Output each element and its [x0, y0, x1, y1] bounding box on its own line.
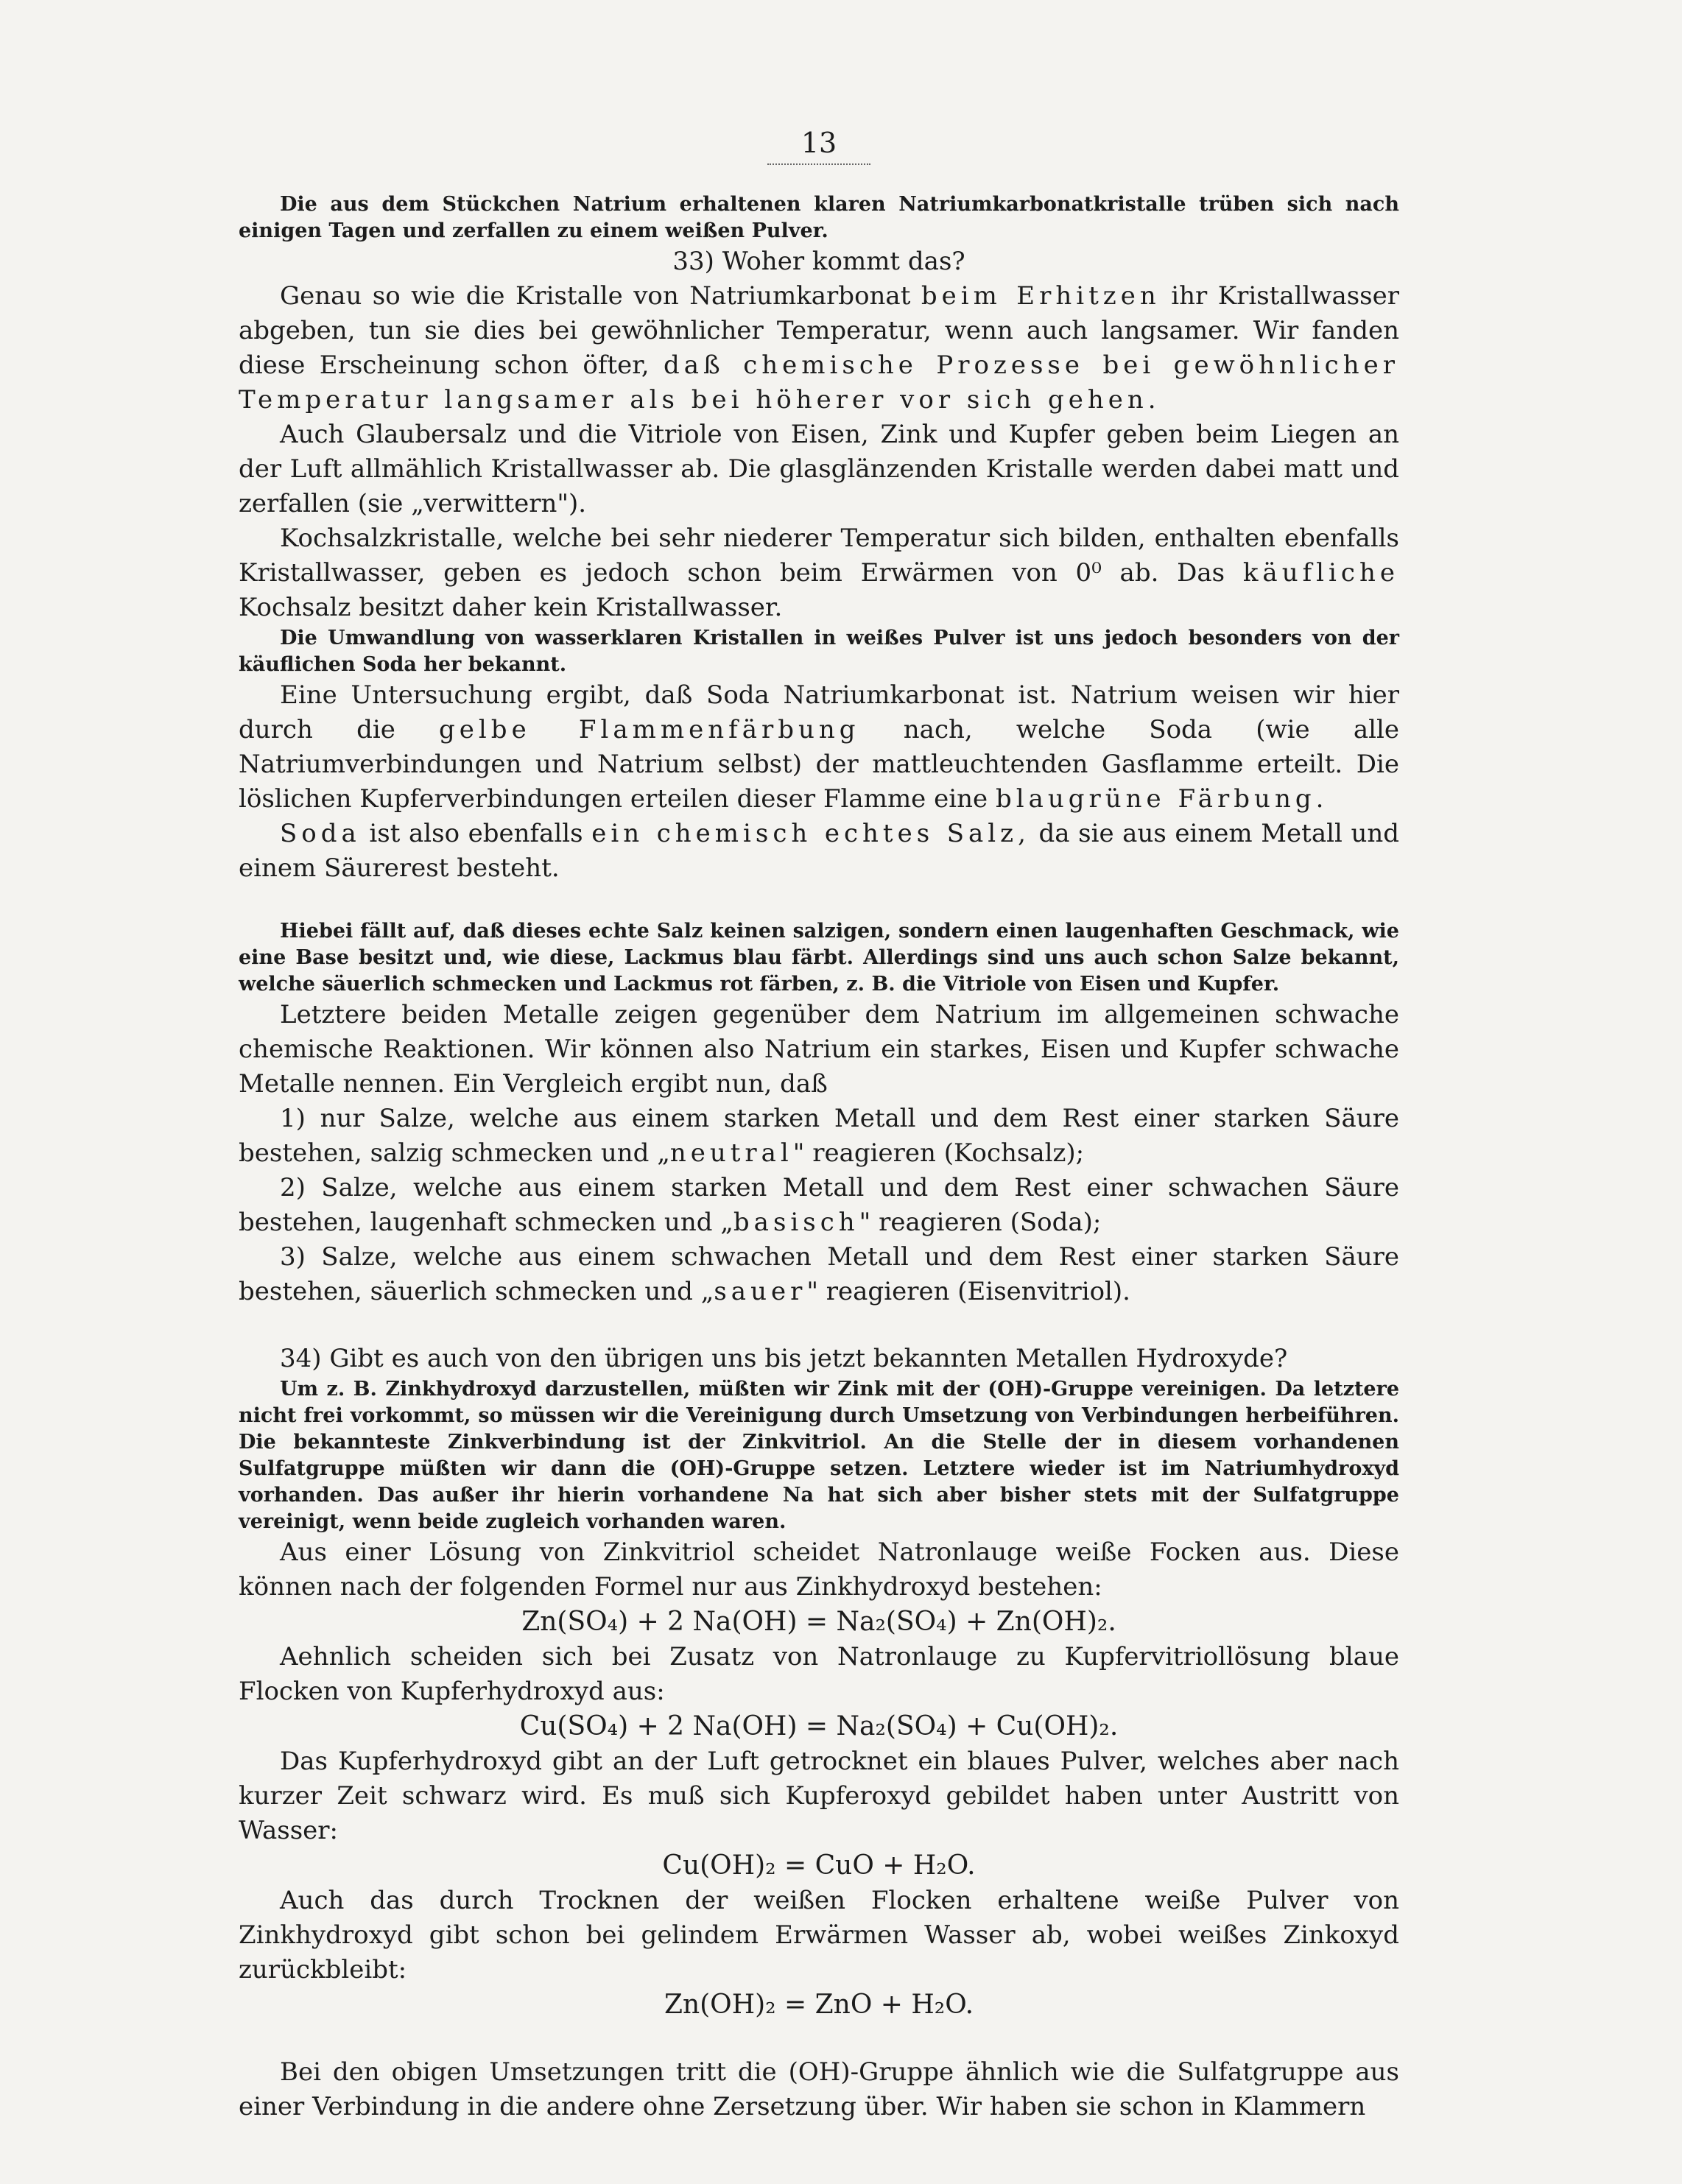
paragraph: Eine Untersuchung ergibt, daß Soda Natriumkarbonat ist. Natrium weisen wir hier durch die gelbe Flammenfärbung nach, welche Soda (wie alle Natriumverbindungen und Natrium selbst) der mattleuchtenden Gasflamme erteilt. Die löslichen Kupferverbindungen erteilen dieser Flamme eine blaugrüne Färbung.	[239, 680, 1399, 814]
paragraph: Auch das durch Trocknen der weißen Flocken erhaltene weiße Pulver von Zinkhydroxyd gibt schon bei gelindem Erwärmen Wasser ab, wobei weißes Zinkoxyd zurückbleibt:	[239, 1886, 1399, 1984]
spaced-emphasis: ein chemisch echtes Salz,	[591, 819, 1030, 848]
spaced-emphasis: gelbe Flammenfärbung	[439, 715, 860, 744]
chemical-formula: Zn(SO₄) + 2 Na(OH) = Na₂(SO₄) + Zn(OH)₂.	[521, 1607, 1116, 1637]
question-heading: 34) Gibt es auch von den übrigen uns bis jetzt bekannten Metallen Hydroxyde?	[280, 1344, 1288, 1373]
paragraph: Bei den obigen Umsetzungen tritt die (OH)-Gruppe ähnlich wie die Sulfatgruppe aus einer Verbindung in die andere ohne Zersetzung über. Wir haben sie schon in Klammern	[239, 2057, 1399, 2121]
spaced-emphasis: sauer	[714, 1277, 807, 1306]
paragraph-small: Um z. B. Zinkhydroxyd darzustellen, müßten wir Zink mit der (OH)-Gruppe vereinigen. Da letztere nicht frei vorkommt, so müssen wir die Vereinigung durch Umsetzung von Verbindungen herbeiführen. Die bekannteste Zinkverbindung ist der Zinkvitriol. An die Stelle der in diesem vorhandenen Sulfatgruppe müßten wir dann die (OH)-Gruppe setzen. Letztere wieder ist im Natriumhydroxyd vorhanden. Das außer ihr hierin vorhandene Na hat sich aber bisher stets mit der Sulfatgruppe vereinigt, wenn beide zugleich vorhanden waren.	[239, 1378, 1399, 1533]
list-item: 1) nur Salze, welche aus einem starken Metall und dem Rest einer starken Säure bestehen, salzig schmecken und „neutral" reagieren (Kochsalz);	[239, 1104, 1399, 1168]
paragraph: Das Kupferhydroxyd gibt an der Luft getrocknet ein blaues Pulver, welches aber nach kurzer Zeit schwarz wird. Es muß sich Kupferoxyd gebildet haben unter Austritt von Wasser:	[239, 1747, 1399, 1845]
chemical-formula: Cu(OH)₂ = CuO + H₂O.	[662, 1850, 976, 1881]
spaced-emphasis: beim Erhitzen	[921, 281, 1161, 311]
paragraph: Letztere beiden Metalle zeigen gegenüber dem Natrium im allgemeinen schwache chemische Reaktionen. Wir können also Natrium ein starkes, Eisen und Kupfer schwache Metalle nennen. Ein Vergleich ergibt nun, daß	[239, 1000, 1399, 1099]
paragraph: Aehnlich scheiden sich bei Zusatz von Natronlauge zu Kupfervitriollösung blaue Flocken von Kupferhydroxyd aus:	[239, 1642, 1399, 1706]
paragraph: Kochsalzkristalle, welche bei sehr niederer Temperatur sich bilden, enthalten ebenfalls Kristallwasser, geben es jedoch schon beim Erwärmen von 0⁰ ab. Das käufliche Kochsalz besitzt daher kein Kristallwasser.	[239, 524, 1399, 622]
spaced-emphasis: basisch	[733, 1208, 859, 1237]
spaced-emphasis: Soda	[280, 819, 361, 848]
paragraph: Soda ist also ebenfalls ein chemisch echtes Salz, da sie aus einem Metall und einem Säurerest besteht.	[239, 819, 1400, 883]
paragraph: Genau so wie die Kristalle von Natriumkarbonat beim Erhitzen ihr Kristallwasser abgeben, tun sie dies bei gewöhnlicher Temperatur, wenn auch langsamer. Wir fanden diese Erscheinung schon öfter, daß chemische Prozesse bei gewöhnlicher Temperatur langsamer als bei höherer vor sich gehen.	[239, 281, 1399, 415]
chemical-formula: Zn(OH)₂ = ZnO + H₂O.	[664, 1990, 974, 2020]
paragraph: Auch Glaubersalz und die Vitriole von Eisen, Zink und Kupfer geben beim Liegen an der Luft allmählich Kristallwasser ab. Die glasglänzenden Kristalle werden dabei matt und zerfallen (sie „verwittern").	[239, 420, 1399, 518]
spaced-emphasis: blaugrüne Färbung.	[995, 784, 1329, 814]
spaced-emphasis: neutral	[669, 1138, 793, 1168]
spaced-emphasis: daß chemische Prozesse bei gewöhnlicher Temperatur langsamer als bei höherer vor sich gehen.	[239, 351, 1399, 415]
page-number-ornament	[767, 163, 870, 165]
list-item: 2) Salze, welche aus einem starken Metall und dem Rest einer schwachen Säure bestehen, laugenhaft schmecken und „basisch" reagieren (Soda);	[239, 1173, 1399, 1237]
paragraph: Aus einer Lösung von Zinkvitriol scheidet Natronlauge weiße Focken aus. Diese können nach der folgenden Formel nur aus Zinkhydroxyd bestehen:	[239, 1537, 1399, 1602]
list-item: 3) Salze, welche aus einem schwachen Metall und dem Rest einer starken Säure bestehen, säuerlich schmecken und „sauer" reagieren (Eisenvitriol).	[239, 1242, 1399, 1306]
paragraph-small: Hiebei fällt auf, daß dieses echte Salz keinen salzigen, sondern einen laugenhaften Geschmack, wie eine Base besitzt und, wie diese, Lackmus blau färbt. Allerdings sind uns auch schon Salze bekannt, welche säuerlich schmecken und Lackmus rot färben, z. B. die Vitriole von Eisen und Kupfer.	[239, 920, 1399, 996]
chemical-formula: Cu(SO₄) + 2 Na(OH) = Na₂(SO₄) + Cu(OH)₂.	[519, 1711, 1119, 1741]
paragraph-small: Die Umwandlung von wasserklaren Kristallen in weißes Pulver ist uns jedoch besonders von der käuflichen Soda her bekannt.	[239, 627, 1399, 676]
spaced-emphasis: käufliche	[1242, 558, 1399, 588]
text-column	[239, 0, 1399, 2124]
question-heading: 33) Woher kommt das?	[672, 247, 965, 276]
paragraph-small: Die aus dem Stückchen Natrium erhaltenen klaren Natriumkarbonatkristalle trüben sich nach einigen Tagen und zerfallen zu einem weißen Pulver.	[239, 193, 1399, 242]
page-number: 13	[800, 127, 837, 159]
